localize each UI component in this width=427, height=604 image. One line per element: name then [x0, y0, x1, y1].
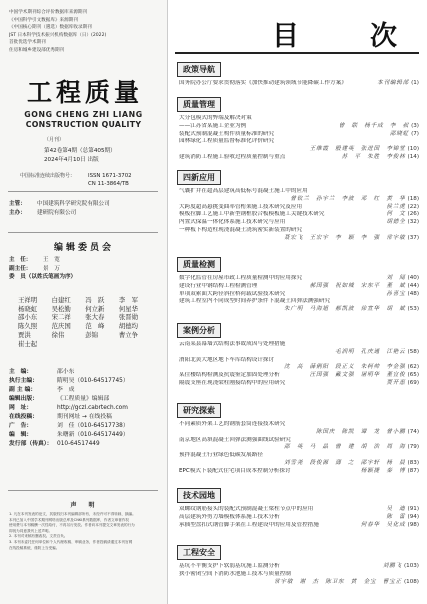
divider: [8, 490, 158, 491]
toc-entry[interactable]: [179, 115, 419, 123]
toc-entry-authors: 杨颖捷 秦 博: [360, 467, 406, 474]
toc-entry-title: 南京地区高填混凝土回弹法测强曲线试验研究: [179, 436, 291, 443]
supervisor-row: [9, 200, 159, 209]
statement-line: 3. 本刊未委托任何单位和个人代理收稿、审稿业务，作者投稿请通过本刊官网: [9, 539, 133, 544]
toc-entry-authors: 常宇敏 谢 杰 陈卫东 黄 金宝 曹宝正: [274, 578, 402, 585]
members-label-row: [9, 273, 159, 282]
toc-entry[interactable]: [179, 227, 419, 235]
honor-line: 住房和城乡建设部优秀期刊: [9, 47, 65, 53]
member-name: 胡德均: [118, 322, 138, 331]
toc-entry[interactable]: [179, 429, 419, 437]
member-name: 崔士起: [18, 339, 38, 348]
toc-entry-title: ——江苏省某施工企业为例: [179, 122, 247, 129]
toc-entry-page: (103): [403, 563, 419, 569]
member-name: 宋二祥: [51, 313, 71, 322]
toc-entry[interactable]: [179, 235, 419, 243]
members-label: 委 员（以姓氏笔画为序）: [9, 274, 77, 280]
director-label: 主 任：: [9, 257, 32, 263]
toc-entry-authors: 曾 联 杨千成 李 叔: [338, 122, 410, 129]
toc-entry-byline: [179, 306, 419, 314]
toc-entry[interactable]: [179, 219, 419, 227]
toc-entry-page: (74): [407, 428, 419, 435]
toc-entry-page: (48): [407, 290, 419, 297]
pub-label: 执行主编：: [9, 378, 38, 384]
toc-entry-page: (22): [407, 203, 419, 210]
member-name: 吴松勤: [51, 304, 71, 313]
member-name: 何星华: [118, 304, 138, 313]
pub-value: 010-64517449: [57, 441, 100, 447]
toc-entry[interactable]: [179, 514, 419, 522]
toc-entry-page: (53): [407, 306, 419, 313]
toc-entry-page: (94): [407, 513, 419, 520]
toc-entry-authors: 陈国庆 陈凯 谭 龙 曾小鹏: [316, 428, 406, 435]
toc-entry-authors: 郝国强 祝如城 宋东平 董 斌: [309, 282, 406, 289]
honor-line: 《中国科学引文数据库》来源期刊: [9, 17, 78, 23]
member-name: 彭锦: [85, 330, 98, 339]
toc-entry-byline: [179, 444, 419, 452]
sponsor-value: 建研院有限公司: [37, 209, 77, 216]
toc-entry[interactable]: [179, 131, 419, 139]
toc-rule: [175, 52, 419, 54]
toc-entry-title: 高层建筑外剪力墙模板体系施工技术分析: [179, 513, 280, 520]
pub-row: [9, 422, 164, 431]
toc-entry-authors: 孙喜宝: [386, 290, 406, 297]
vice-director-value: 景 万: [43, 265, 60, 272]
toc-entry[interactable]: [179, 146, 419, 154]
toc-entry-title: 单项双索面大跨径斜拉桥荷载试验技术研究: [179, 290, 286, 297]
toc-section-heading: 质量管理: [177, 97, 221, 112]
toc-entry[interactable]: [179, 421, 419, 429]
member-row: [18, 296, 138, 305]
sponsor-label: 主办：: [9, 209, 26, 216]
journal-pinyin: GONG CHENG ZHI LIANG: [24, 110, 143, 119]
toc-entry-title: 基坑不平衡支护下软弱基坑施工监测分析: [179, 563, 280, 569]
toc-entry[interactable]: [179, 372, 419, 380]
member-name: 曹立争: [118, 330, 138, 339]
publisher-info: [9, 200, 159, 217]
member-row: [18, 331, 138, 340]
toc-entry-byline: [179, 196, 419, 204]
toc-entry-authors: 邵晓虹: [389, 130, 410, 137]
director-value: 王 宽: [43, 257, 60, 263]
toc-entry[interactable]: [179, 380, 419, 388]
pub-label: 编 辑：: [9, 432, 33, 438]
toc-entry-title: 国务院办公厅要求贯彻落实《加快推动建筑领域节能降碳工作方案》: [179, 80, 347, 86]
statement-line: 即视为同意我刊上述声明。: [9, 528, 53, 533]
member-name: 李 军: [118, 296, 138, 304]
honor-line: 首批优选学术期刊: [9, 40, 46, 46]
member-name: 王祥明: [18, 296, 38, 304]
toc-entry-byline: [179, 579, 419, 587]
toc-entry-title: 狭小密闭空间下消防水池施工技术与质量控制: [179, 570, 291, 577]
toc-entry-page: (1): [411, 80, 419, 86]
pub-row: [9, 368, 164, 377]
honor-line: 中国学术期刊综合评价数据库来源期刊: [9, 10, 88, 15]
issn: ISSN 1671-3702: [88, 173, 132, 179]
toc-entry-authors: 侯兰虎: [386, 203, 406, 210]
member-row: [18, 322, 138, 331]
toc-entry[interactable]: [179, 306, 419, 314]
member-name: 杨晓虹: [18, 304, 38, 313]
pub-row: [9, 413, 164, 422]
statement-block: [9, 500, 159, 551]
toc-entry-title: 承插型盘扣式钢管脚手架在工程建设中的应用及管控措施: [179, 521, 319, 528]
toc-entry-page: (108): [403, 578, 419, 585]
toc-entry[interactable]: [179, 283, 419, 291]
pub-label: 编辑出版：: [9, 396, 38, 402]
toc-entry-page: (65): [407, 372, 419, 379]
pub-row: [9, 395, 164, 404]
pub-value: 邵小东: [57, 369, 75, 375]
toc-entry-byline: [179, 146, 419, 154]
statement-title: 声 明: [70, 502, 98, 509]
toc-entry-title: 渭阳北黄大地区地下车库结构设计探讨: [179, 356, 275, 363]
toc-entry-authors: 聂宏飞 王宏宇 李 颖 李 强 常宇敏: [284, 234, 406, 241]
committee-members: [18, 296, 158, 348]
member-row: [18, 340, 138, 349]
statement-line: 本刊已加入中国学术期刊网络出版总库及CNKI系列数据库，作者文章著作权: [9, 517, 130, 522]
toc-entry[interactable]: [179, 291, 419, 299]
director-row: [9, 256, 159, 265]
toc-heading: 目 次: [272, 21, 419, 52]
pub-row: [9, 377, 164, 386]
toc-entry-title: 建筑消防工程施工验收过程质量控制与重点: [179, 154, 286, 160]
toc-entry-byline: [179, 235, 419, 243]
toc-entry-authors: 吴 迪: [386, 506, 406, 512]
pub-row: [9, 404, 164, 413]
toc-entry-page: (26): [407, 211, 419, 218]
toc-entry-authors: 沈 高 薛俐阳 段正义 朱柯帅 李金强: [284, 364, 406, 371]
pub-value: 《工程质量》编辑部: [57, 396, 110, 402]
member-name: 范庆国: [51, 322, 71, 331]
toc-entry[interactable]: [179, 571, 419, 579]
honor-line: 《中国核心期刊（遴选）数据库收录期刊: [9, 25, 92, 31]
toc-entry-authors: 刘雪尧 段俊源 薄 之 邵宇轩 杨 晨: [284, 460, 406, 466]
journal-english-title: CONSTRUCTION QUALITY: [25, 120, 142, 129]
toc-entry-title: 预拌混凝土行业绿色低碳发展路径: [179, 452, 263, 459]
toc-entry-title: 一种板下构造柱现浇混凝土浇筑密实新装置的研究: [179, 227, 303, 233]
toc-entry[interactable]: [179, 188, 419, 196]
toc-entry[interactable]: [179, 154, 419, 162]
toc-entry-title: 不同素质外架工艺的钢筋套筒连接技术研究: [179, 421, 286, 427]
vice-director-row: [9, 265, 159, 274]
pub-value: 李 成: [57, 387, 75, 393]
issn-block: [88, 172, 132, 188]
toc-entry-title: 大跨度超高悬挑变曲率管桁架施工技术研究及应用: [179, 203, 303, 210]
cover-panel: [0, 0, 167, 604]
pub-label: 主 编：: [9, 369, 33, 375]
toc-entry-byline: [179, 460, 419, 468]
toc-entry-page: (14): [407, 154, 419, 160]
toc-section-heading: 质量检测: [177, 257, 221, 272]
journal-logo: 工程质量: [26, 78, 143, 107]
toc-entry-authors: 何 文: [386, 211, 406, 218]
member-name: 邵小东: [18, 313, 38, 322]
toc-entry[interactable]: [179, 211, 419, 219]
toc-entry-title: 建设行业中钢结构工程检测管理: [179, 282, 258, 289]
toc-entry[interactable]: [179, 506, 419, 514]
member-name: 徐伟: [51, 330, 65, 339]
toc-entry-page: (62): [407, 364, 419, 371]
toc-entry-title: 数字化监管在房屋市政工程质量检测中的应用探究: [179, 275, 303, 281]
toc-entry-authors: 刘 闻: [386, 275, 406, 281]
member-name: 范 峰: [85, 322, 105, 331]
member-name: 冯 跃: [85, 296, 105, 304]
toc-entry-title: 隔震支座在现浇梁柱刚接结构中的应用研究: [179, 380, 286, 386]
honor-line: JST 日本科学技术振兴机构数据库（日）(2022): [9, 32, 107, 38]
toc-entry-page: (10): [407, 146, 419, 153]
pub-row: [9, 440, 164, 449]
supervisor-label: 主管：: [9, 201, 26, 207]
cn-number: CN 11-3864/TB: [88, 181, 129, 187]
editorial-committee-heading: 编辑委员会: [53, 243, 114, 253]
toc-entry-page: (40): [407, 275, 419, 281]
toc-entry-page: (69): [407, 380, 419, 386]
toc-entry-page: (18): [407, 195, 419, 202]
divider: [8, 191, 158, 192]
toc-section-heading: 技术园地: [177, 488, 221, 503]
statement-line: 2. 本刊对来稿有删改权。文责自负。: [9, 534, 68, 539]
member-name: 陈久照: [18, 322, 38, 331]
toc-entry[interactable]: [179, 341, 419, 349]
pub-row: [9, 386, 164, 395]
toc-entry-authors: 何春华 吴化成: [360, 521, 406, 528]
publication-date: 2024年4月10日 出版: [44, 157, 99, 163]
toc-entry-authors: 汪国强 戴文强 屠明华 董宜俊: [309, 372, 406, 379]
pub-label: 在线投稿：: [9, 414, 38, 420]
toc-section-heading: 研究探索: [177, 403, 221, 418]
pub-label: 广 告：: [9, 423, 33, 429]
toc-entry-authors: 朱广明 马海旭 郝凯波 徐宣华 胡 斌: [284, 306, 406, 313]
website-link[interactable]: http://gczl.cabrtech.com: [57, 405, 128, 411]
member-name: 何立新: [85, 304, 105, 313]
member-name: 贾洪: [18, 330, 31, 339]
toc-entry-page: (3): [411, 122, 419, 129]
toc-section-heading: 案例分析: [177, 323, 221, 338]
toc-entry-title: 模板拉脚工艺施工中新型钢框胶合板模板施工关键技术研究: [179, 211, 325, 218]
toc-entry-byline: [179, 429, 419, 437]
pub-value: 隋明昊（010-64517745）: [57, 378, 129, 384]
pub-label: 网 址：: [9, 405, 33, 411]
toc-entry-title: EPC模式下装配式住宅项目成本控制分析探讨: [179, 467, 291, 474]
publication-details: [9, 368, 164, 449]
toc-entry-authors: 毛润明 孔庆通 江艳云: [335, 348, 406, 355]
toc-entry-page: (79): [407, 444, 419, 451]
toc-entry[interactable]: [179, 204, 419, 212]
toc-entry-page: (37): [407, 234, 419, 241]
issue-number: 第42卷第4期（总第405期）: [44, 148, 116, 154]
editorial-leaders: [9, 256, 159, 282]
toc-entry-title: 某住楼结构检测及抗震鉴定加固处理分析: [179, 372, 280, 379]
serial-label: 中国标准连续出版物号：: [20, 173, 76, 179]
toc-entry-authors: 邵 英 马 晶 曾 建 胡 浩 周 海: [284, 444, 406, 451]
toc-entry[interactable]: [179, 80, 419, 88]
frequency: （月刊）: [44, 137, 65, 143]
toc-section-heading: 政策导航: [177, 62, 221, 77]
toc-entry-byline: [179, 349, 419, 357]
member-row: [18, 313, 138, 322]
toc-entry-title: 大分包模式的弊端及解决对策: [179, 115, 252, 121]
toc-entry-page: (7): [411, 130, 419, 137]
supervisor-value: 中国建筑科学研究院有限公司: [37, 201, 110, 207]
toc-entry-title: 内置式保温一体化体系施工技术研究与应用: [179, 219, 286, 226]
pub-label: 发行部（传真）：: [9, 441, 53, 447]
toc-entry-title: 装配式预制混凝土构件质量标准的研究: [179, 130, 275, 137]
toc-entry-title: 园林绿化工程质量监督标准化评价研究: [179, 138, 275, 145]
toc-entry-authors: 苏 平 朱胜 李俊林: [341, 154, 406, 160]
pub-value: 刘 佳（010-64517738）: [57, 423, 129, 429]
toc-entry-page: (87): [407, 467, 419, 474]
pub-value: 期刊网址 → 在线投稿: [57, 414, 112, 420]
toc-entry[interactable]: [179, 444, 419, 452]
toc-entry-page: (83): [407, 460, 419, 466]
sponsor-row: [9, 209, 159, 218]
toc-entry-title: 双螺纹钢筋接头的装配式预制混凝土梁柱节点中的应用: [179, 506, 314, 512]
toc-entry-page: (32): [407, 219, 419, 226]
toc-entry-title: 建筑工程室内不同成型时间养护条件下混凝土回弹法测强研究: [179, 298, 331, 305]
toc-entry-authors: 贾开惠: [386, 380, 406, 386]
member-name: 张晋勋: [118, 313, 138, 322]
honors-list: [9, 9, 164, 55]
pub-label: 副 主 编：: [9, 387, 37, 393]
toc-entry-page: (58): [407, 348, 419, 355]
toc-section-heading: 四新应用: [177, 170, 221, 185]
pub-value: 朱曙新（010-64517449）: [57, 432, 129, 438]
toc-entry-title: 云南某县幕墙式结构法事故成因与处理措施: [179, 341, 286, 347]
member-name: 白建红: [51, 296, 71, 304]
toc-entry-title: 气囊扩井在超高层建筑高低标号混凝土施工中的应用: [179, 188, 308, 194]
toc-section-heading: 工程安全: [177, 545, 221, 560]
toc-entry[interactable]: [179, 123, 419, 131]
toc-entry-authors: 本刊编辑部: [377, 80, 410, 86]
toc-entry[interactable]: [179, 349, 419, 357]
toc-entry[interactable]: [179, 196, 419, 204]
statement-line: 1. 凡在本刊发表的论文，其版权归本刊编辑部所有，未经许可不得转载、摘编。: [9, 512, 136, 516]
toc-entry[interactable]: [179, 522, 419, 530]
member-name: 张大春: [85, 313, 105, 322]
toc-entry-page: (98): [407, 521, 419, 528]
pub-row: [9, 431, 164, 440]
vice-director-label: 副主任：: [9, 265, 32, 272]
toc-entry[interactable]: [179, 460, 419, 468]
toc-entry-page: (91): [407, 506, 419, 512]
toc-entry-page: (44): [407, 282, 419, 289]
toc-entry-authors: 陈 雷: [386, 513, 406, 520]
toc-entry[interactable]: [179, 563, 419, 571]
toc-entry-authors: 刘鹏飞: [382, 563, 402, 569]
divider: [8, 232, 158, 233]
toc-entry-authors: 胡德全: [386, 219, 406, 226]
statement-line: 使用费与本刊稿酬一次性给付，不再另行发放。作者向本刊提交文章发表的行为: [9, 523, 135, 528]
toc-entry[interactable]: [179, 579, 419, 587]
toc-entry[interactable]: [179, 275, 419, 283]
toc-entry-authors: 王维霞 殷建英 张进国 李锦堂: [309, 146, 406, 153]
toc-entry[interactable]: [179, 468, 419, 476]
toc-entry-authors: 曾钦兰 孙宇兰 李波 邓 红 黄 华: [290, 195, 406, 202]
statement-line: 在线投稿系统，谨防上当受骗。: [9, 545, 60, 550]
toc-entry[interactable]: [179, 452, 419, 460]
